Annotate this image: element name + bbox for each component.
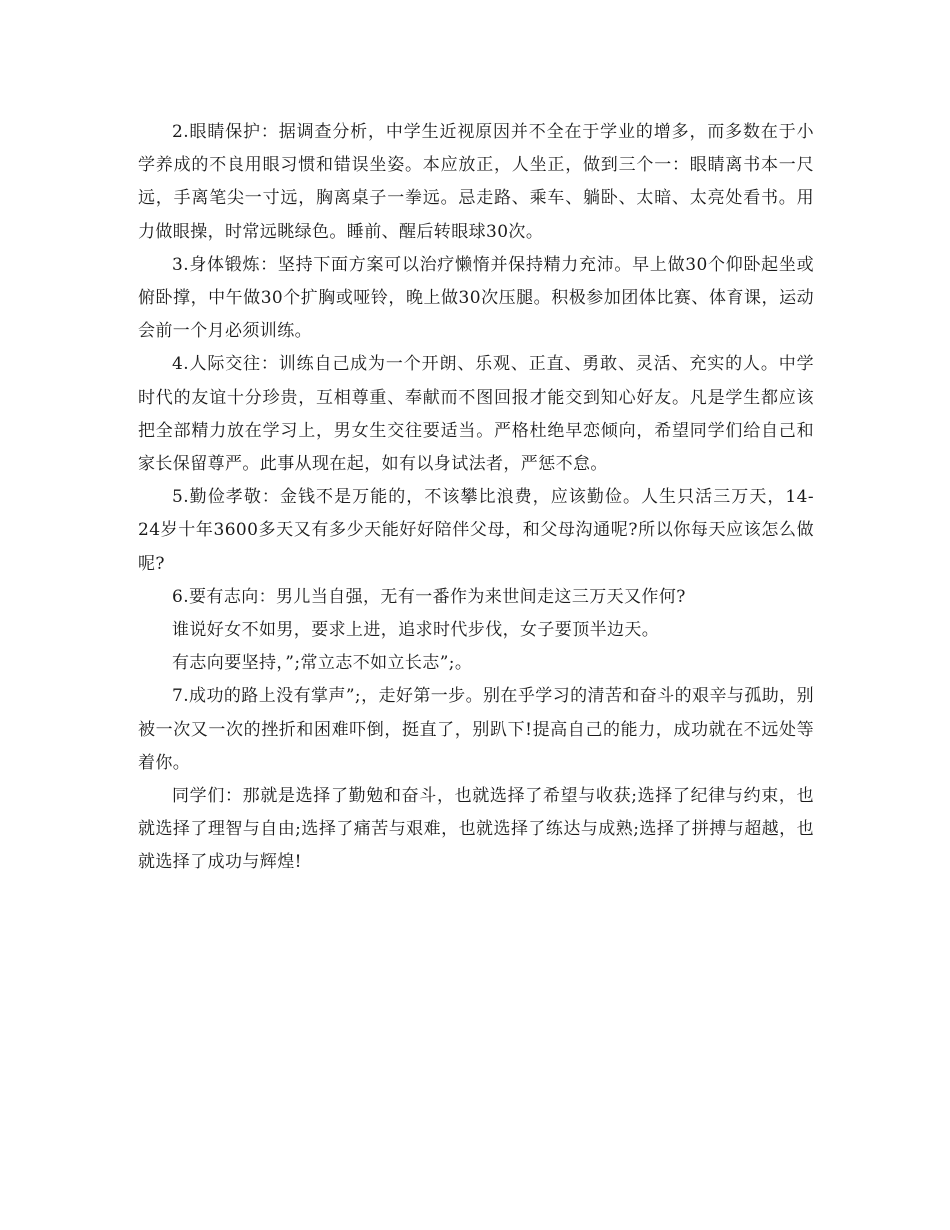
paragraph-thrift-filial-piety: 5.勤俭孝敬：金钱不是万能的，不该攀比浪费，应该勤俭。人生只活三万天，14-24岁十年3600多天又有多少天能好好陪伴父母，和父母沟通呢?所以你每天应该怎么做呢? <box>138 487 814 574</box>
paragraph-social-interaction: 4.人际交往：训练自己成为一个开朗、乐观、正直、勇敢、灵活、充实的人。中学时代的友谊十分珍贵，互相尊重、奉献而不图回报才能交到知心好友。凡是学生都应该把全部精力放在学习上，男女生交往要适当。严格杜绝早恋倾向，希望同学们给自己和家长保留尊严。此事从现在起，如有以身试法者，严惩不怠。 <box>138 354 814 475</box>
paragraph-physical-exercise: 3.身体锻炼：坚持下面方案可以治疗懒惰并保持精力充沛。早上做30个仰卧起坐或俯卧撑，中午做30个扩胸或哑铃，晚上做30次压腿。积极参加团体比赛、体育课，运动会前一个月必须训练。 <box>138 254 814 342</box>
paragraph-closing: 同学们：那就是选择了勤勉和奋斗，也就选择了希望与收获;选择了纪律与约束，也就选择了理智与自由;选择了痛苦与艰难，也就选择了练达与成熟;选择了拼搏与超越，也就选择了成功与辉煌! <box>138 786 814 873</box>
paragraph-ambition: 6.要有志向：男儿当自强，无有一番作为来世间走这三万天又作何? <box>172 586 686 607</box>
paragraph-perseverance: 有志向要坚持，”;常立志不如立长志”;。 <box>172 653 473 674</box>
paragraph-road-to-success: 7.成功的路上没有掌声”;，走好第一步。别在乎学习的清苦和奋斗的艰辛与孤助，别被一次又一次的挫折和困难吓倒，挺直了，别趴下!提高自己的能力，成功就在不远处等着你。 <box>138 686 814 773</box>
paragraph-women-ambition: 谁说好女不如男，要求上进，追求时代步伐，女子要顶半边天。 <box>172 620 660 641</box>
paragraph-eye-protection: 2.眼睛保护：据调查分析，中学生近视原因并不全在于学业的增多，而多数在于小学养成的不良用眼习惯和错误坐姿。本应放正，人坐正，做到三个一：眼睛离书本一尺远，手离笔尖一寸远，胸离桌子一拳远。忌走路、乘车、躺卧、太暗、太亮处看书。用力做眼操，时常远眺绿色。睡前、醒后转眼球30次。 <box>138 122 814 242</box>
document-body <box>138 116 814 880</box>
